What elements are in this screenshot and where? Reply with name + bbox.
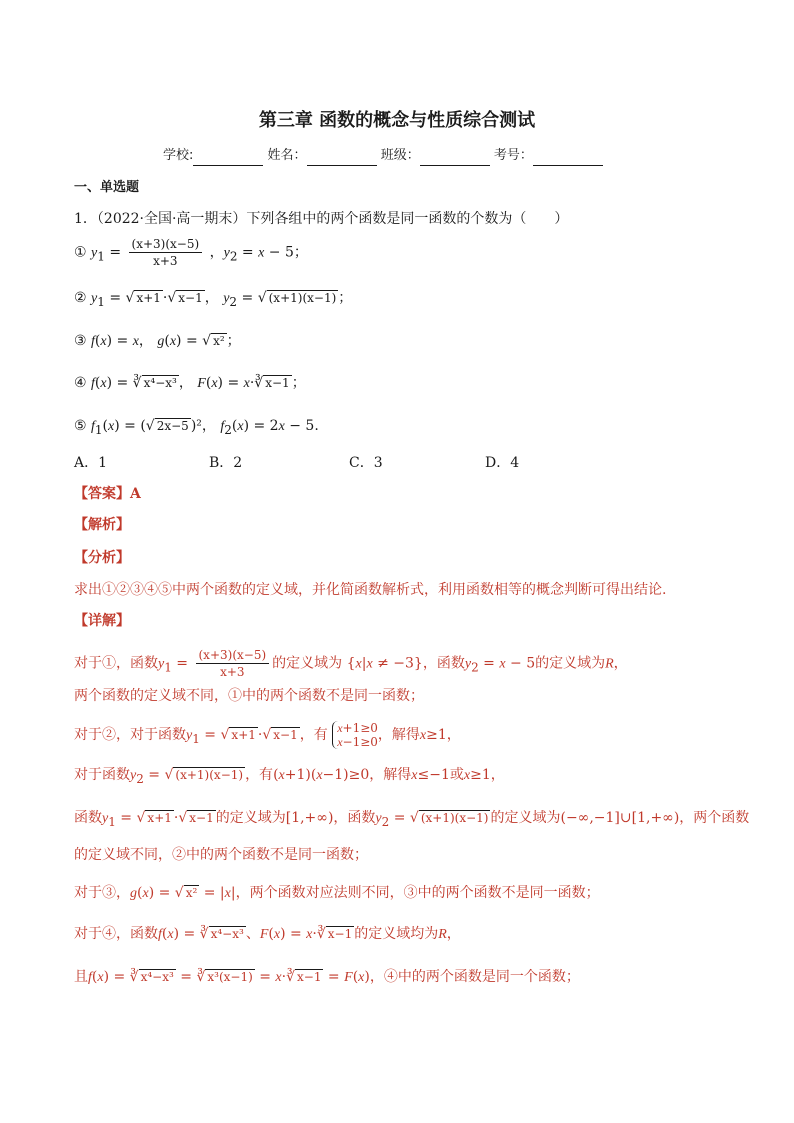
option-b: B．2 (209, 455, 243, 471)
detail-line-2: 两个函数的定义域不同，①中的两个函数不是同一函数； (74, 688, 424, 704)
detail-line-1: 对于①，函数$y_1$ = $\frac{(x+3)(x-5)}{x+3}$ 的定义域为 {x|x ≠ −3}，函数$y_2 = x - 5$的定义域为R， (74, 648, 628, 679)
question-stem: 1．（2022·全国·高一期末）下列各组中的两个函数是同一函数的个数为（ ） (74, 211, 569, 227)
detail-line-6: 的定义域不同，②中的两个函数不是同一函数； (74, 847, 368, 863)
name-label: 姓名： (267, 148, 307, 163)
detail-line-4: 对于函数$y_2$ = √ (x+1)(x−1) ，有(x+1)(x−1)≥0，解得x≤−1或x≥1， (74, 767, 505, 786)
school-label: 学校: (163, 148, 194, 163)
school-blank (193, 151, 263, 166)
section-heading: 一、单选题 (74, 180, 140, 195)
item-3-marker: ③ (74, 333, 87, 349)
answer-row (74, 484, 141, 504)
class-blank (420, 151, 490, 166)
exam-no-label: 考号： (493, 148, 533, 163)
answer-label: 【答案】 (74, 486, 130, 502)
page-title: 第三章 函数的概念与性质综合测试 (258, 110, 536, 131)
option-d: D．4 (485, 455, 520, 471)
item-3: ③ f(x) = x， g(x) = √ x² ； (74, 333, 241, 349)
option-a: A．1 (74, 455, 108, 471)
detail-line-9: 且f(x) = ∛ x⁴−x³ = ∛ x³(x−1) = x·∛ x−1 = F(x)，④中的两个函数是同一个函数； (74, 969, 580, 985)
detail-line-8: 对于④，函数f(x) = ∛ x⁴−x³ 、F(x) = x·∛ x−1 的定义域均为R， (74, 926, 461, 942)
detail-line-7: 对于③，g(x) = √ x² = |x|，两个函数对应法则不同，③中的两个函数不是同一函数； (74, 885, 600, 901)
item-1-fraction: $\frac{(x+3)(x-5)}{x+3}$ (129, 236, 203, 269)
item-2: ② $y_1$ = √ x+1 ·√ x−1 ， $y_2$ = √ (x+1)(x−1) ； (74, 290, 353, 309)
student-info-row (163, 146, 603, 166)
item-4: ④ f(x) = ∛ x⁴−x³ ， F(x) = x·∛ x−1 ； (74, 375, 306, 391)
jiexi-label: 【解析】 (74, 517, 130, 533)
class-label: 班级： (380, 148, 420, 163)
item-1-marker: ① (74, 244, 87, 261)
detail-line-5: 函数$y_1$ = √ x+1 ·√ x−1 的定义域为[1,+∞)，函数$y_2$ = √ (x+1)(x−1) 的定义域为(−∞,−1]∪[1,+∞)，两个函数 (74, 810, 750, 829)
answer-value: A (130, 486, 141, 502)
item-4-marker: ④ (74, 375, 87, 391)
xiangjie-label: 【详解】 (74, 613, 130, 629)
exam-no-blank (533, 151, 603, 166)
option-c: C．3 (349, 455, 383, 471)
item-1: ① $y_1$ = $\frac{(x+3)(x-5)}{x+3}$ ，$y_2 = x - 5$； (74, 237, 308, 268)
item-5-marker: ⑤ (74, 418, 87, 434)
item-5: ⑤ $f_1(x)$ = (√ 2x−5 )²， $f_2(x) = 2x - 5$. (74, 418, 319, 437)
detail-line-3: 对于②，对于函数$y_1$ = √ x+1 ·√ x−1 ，有 x+1≥0 x−1≥0，解得x≥1， (74, 721, 461, 749)
name-blank (307, 151, 377, 166)
item-2-marker: ② (74, 290, 87, 306)
fenxi-text: 求出①②③④⑤中两个函数的定义域，并化简函数解析式，利用函数相等的概念判断可得出结论. (74, 582, 667, 598)
fenxi-label: 【分析】 (74, 550, 130, 566)
